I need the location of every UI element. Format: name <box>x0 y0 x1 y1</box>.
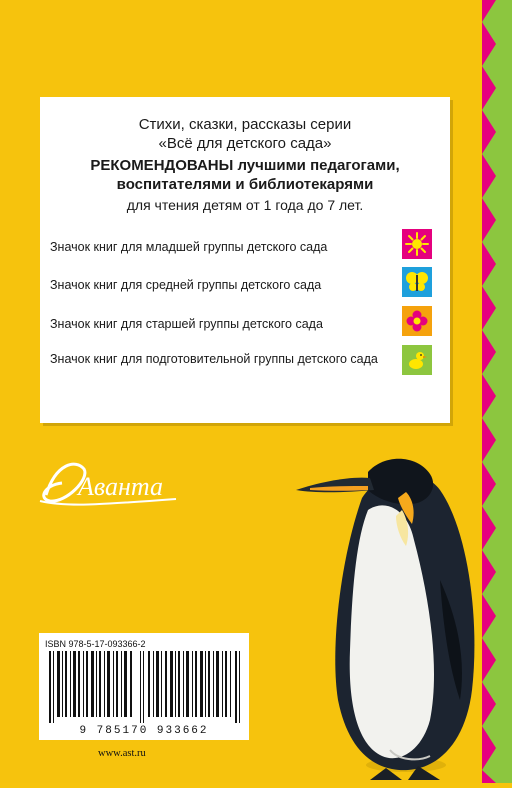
recommendation-heading: РЕКОМЕНДОВАНЫ лучшими педагогами, <box>90 157 400 174</box>
flower-icon <box>402 306 432 336</box>
penguin-illustration <box>290 450 500 783</box>
group-senior-label: Значок книг для старшей группы детского сада <box>50 317 323 331</box>
group-middle-label: Значок книг для средней группы детского сада <box>50 278 322 292</box>
barcode-icon <box>47 651 243 723</box>
barcode-number: 9 785170 933662 <box>79 725 209 737</box>
group-preparatory-label: Значок книг для подготовительной группы детского сада <box>50 352 378 366</box>
series-intro-text: Стихи, сказки, рассказы серии <box>138 116 352 133</box>
publisher-website[interactable]: www.ast.ru <box>98 748 146 759</box>
recommendation-heading-cont: воспитателями и библиотекарями <box>116 176 374 193</box>
info-card <box>40 97 450 423</box>
isbn-text: ISBN 978-5-17-093366-2 <box>45 639 146 649</box>
age-range-text: для чтения детям от 1 года до 7 лет. <box>126 197 364 213</box>
duckling-icon <box>402 345 432 375</box>
sun-icon <box>402 229 432 259</box>
svg-text:Аванта: Аванта <box>78 472 163 501</box>
group-junior-label: Значок книг для младшей группы детского сада <box>50 240 328 254</box>
publisher-logo <box>36 455 186 515</box>
butterfly-icon <box>402 267 432 297</box>
series-name: «Всё для детского сада» <box>158 135 332 152</box>
barcode-panel <box>39 633 249 740</box>
